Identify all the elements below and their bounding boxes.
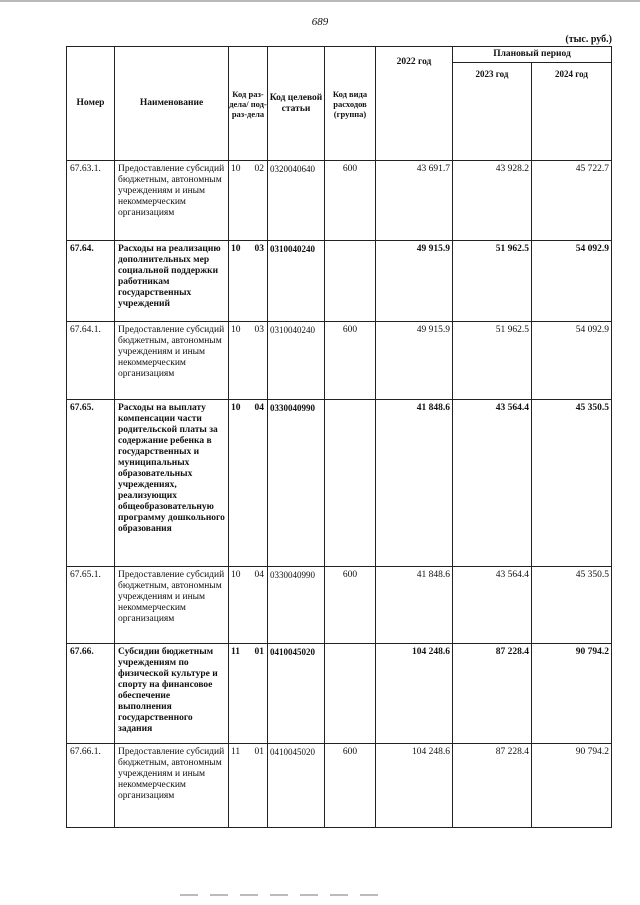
section-code: 10 [231, 325, 241, 335]
header-section: Код раз-дела/ под-раз-дела [229, 47, 268, 161]
header-planned-period: Плановый период [453, 47, 612, 63]
row-amount-2024: 90 794.2 [532, 744, 612, 828]
row-amount-2022: 43 691.7 [376, 161, 453, 241]
header-name: Наименование [115, 47, 229, 161]
row-amount-2024: 45 350.5 [532, 400, 612, 567]
budget-table [66, 46, 612, 828]
section-code: 10 [231, 164, 241, 174]
row-article: 0330040990 [268, 567, 325, 644]
row-number: 67.64.1. [67, 322, 115, 400]
table-row [67, 241, 612, 322]
row-article: 0410045020 [268, 644, 325, 744]
row-name: Предоставление субсидий бюджетным, автономным учреждениям и иным некоммерческим организациям [115, 161, 229, 241]
subsection-code: 04 [254, 403, 264, 413]
row-amount-2024: 54 092.9 [532, 241, 612, 322]
table-row [67, 322, 612, 400]
table-row [67, 644, 612, 744]
row-amount-2024: 90 794.2 [532, 644, 612, 744]
row-section [229, 322, 268, 400]
row-article: 0310040240 [268, 241, 325, 322]
units-label: (тыс. руб.) [565, 34, 612, 45]
row-amount-2022: 41 848.6 [376, 400, 453, 567]
section-code: 10 [231, 570, 241, 580]
row-name: Расходы на реализацию дополнительных мер социальной поддержки работникам государственных учреждений [115, 241, 229, 322]
row-expense-type: 600 [325, 744, 376, 828]
row-section [229, 241, 268, 322]
header-article: Код целевой статьи [268, 47, 325, 161]
header-year-2022: 2022 год [376, 47, 453, 161]
scan-artifact [180, 894, 380, 896]
top-rule [0, 0, 640, 2]
row-expense-type [325, 400, 376, 567]
subsection-code: 02 [254, 164, 264, 174]
row-amount-2024: 45 722.7 [532, 161, 612, 241]
table-row [67, 567, 612, 644]
subsection-code: 01 [254, 647, 264, 657]
row-amount-2023: 43 928.2 [453, 161, 532, 241]
header-year-2024: 2024 год [532, 63, 612, 161]
row-expense-type [325, 241, 376, 322]
page-number: 689 [311, 16, 329, 28]
row-number: 67.63.1. [67, 161, 115, 241]
row-expense-type: 600 [325, 161, 376, 241]
row-name: Предоставление субсидий бюджетным, автономным учреждениям и иным некоммерческим организациям [115, 567, 229, 644]
row-name: Предоставление субсидий бюджетным, автономным учреждениям и иным некоммерческим организациям [115, 744, 229, 828]
row-number: 67.65. [67, 400, 115, 567]
section-code: 11 [231, 747, 241, 757]
row-name: Субсидии бюджетным учреждениям по физической культуре и спорту на финансовое обеспечение выполнения государственного задания [115, 644, 229, 744]
subsection-code: 01 [254, 747, 264, 757]
subsection-code: 03 [254, 244, 264, 254]
section-code: 11 [231, 647, 240, 657]
row-amount-2023: 87 228.4 [453, 744, 532, 828]
row-amount-2022: 104 248.6 [376, 644, 453, 744]
header-year-2023: 2023 год [453, 63, 532, 161]
row-name: Расходы на выплату компенсации части родительской платы за содержание ребенка в государственных и муниципальных образовательных учреждениях, реализующих общеобразовательную программу дошкольного образования [115, 400, 229, 567]
section-code: 10 [231, 403, 241, 413]
row-amount-2022: 104 248.6 [376, 744, 453, 828]
row-section [229, 400, 268, 567]
row-amount-2022: 49 915.9 [376, 322, 453, 400]
table-row [67, 161, 612, 241]
row-number: 67.66. [67, 644, 115, 744]
row-number: 67.64. [67, 241, 115, 322]
subsection-code: 04 [254, 570, 264, 580]
row-expense-type: 600 [325, 322, 376, 400]
table-row [67, 400, 612, 567]
row-name: Предоставление субсидий бюджетным, автономным учреждениям и иным некоммерческим организациям [115, 322, 229, 400]
row-article: 0410045020 [268, 744, 325, 828]
row-amount-2023: 43 564.4 [453, 567, 532, 644]
row-article: 0330040990 [268, 400, 325, 567]
header-expense-type: Код вида расходов (группа) [325, 47, 376, 161]
row-number: 67.66.1. [67, 744, 115, 828]
row-section [229, 161, 268, 241]
row-section [229, 744, 268, 828]
row-amount-2023: 43 564.4 [453, 400, 532, 567]
row-expense-type [325, 644, 376, 744]
row-amount-2023: 87 228.4 [453, 644, 532, 744]
row-amount-2023: 51 962.5 [453, 322, 532, 400]
row-amount-2024: 54 092.9 [532, 322, 612, 400]
row-expense-type: 600 [325, 567, 376, 644]
row-number: 67.65.1. [67, 567, 115, 644]
header-number: Номер [67, 47, 115, 161]
row-amount-2024: 45 350.5 [532, 567, 612, 644]
subsection-code: 03 [254, 325, 264, 335]
table-row [67, 744, 612, 828]
row-amount-2022: 49 915.9 [376, 241, 453, 322]
section-code: 10 [231, 244, 241, 254]
row-article: 0310040240 [268, 322, 325, 400]
row-article: 0320040640 [268, 161, 325, 241]
row-section [229, 644, 268, 744]
row-amount-2023: 51 962.5 [453, 241, 532, 322]
row-section [229, 567, 268, 644]
row-amount-2022: 41 848.6 [376, 567, 453, 644]
